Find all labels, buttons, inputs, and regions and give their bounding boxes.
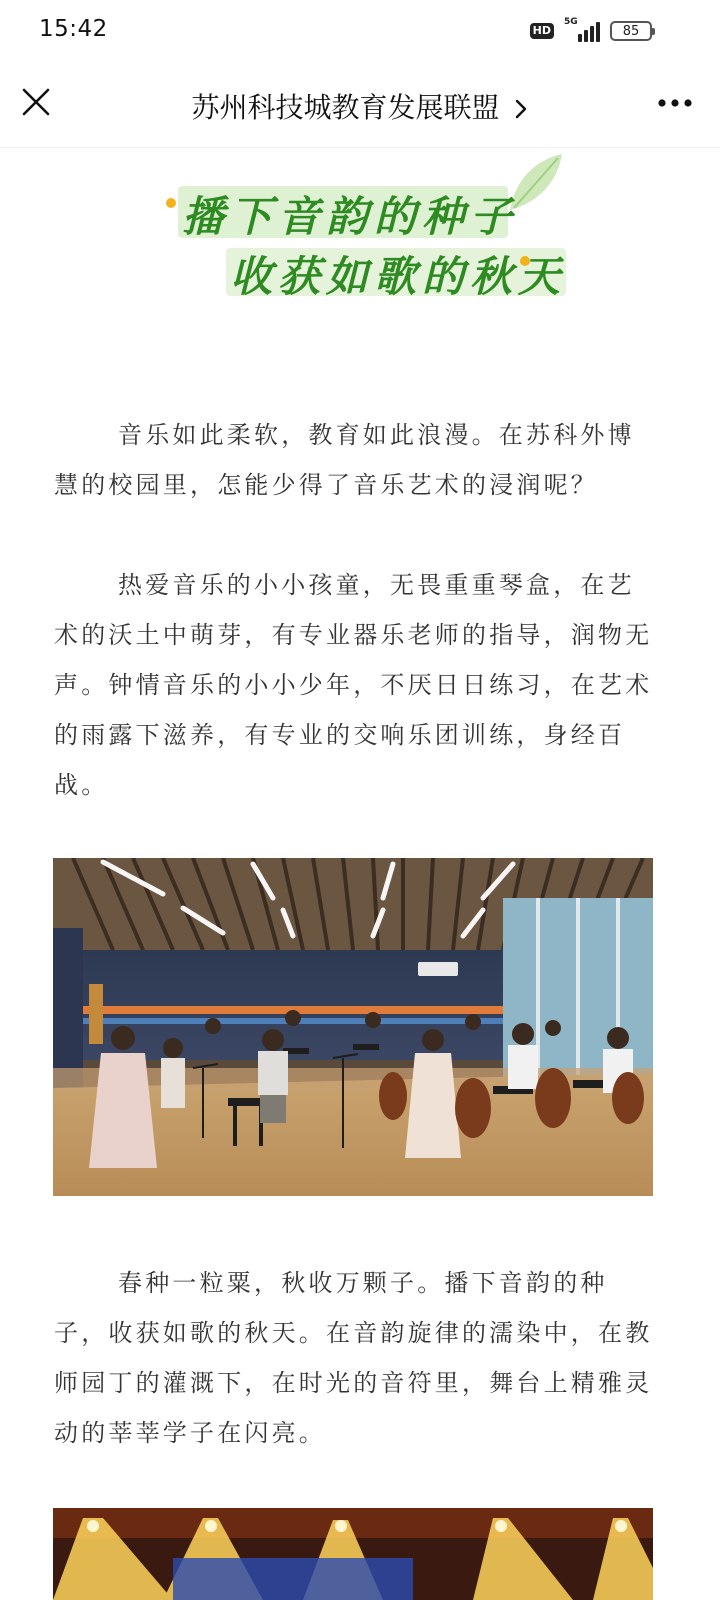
article-banner [160, 156, 590, 301]
stage-photo [53, 1508, 653, 1600]
stage-photo-image [53, 1508, 653, 1600]
banner-line-1: 播下音韵的种子 [182, 192, 519, 241]
status-bar [0, 0, 720, 62]
orchestra-photo-image [53, 858, 653, 1196]
article-paragraph: 春种一粒粟，秋收万颗子。播下音韵的种子，收获如歌的秋天。在音韵旋律的濡染中，在教师园丁的灌溉下，在时光的音符里，舞台上精雅灵动的莘莘学子在闪亮。 [54, 1269, 653, 1447]
orchestra-photo [53, 858, 653, 1196]
signal-icon [564, 17, 600, 42]
decor-dot [166, 198, 176, 208]
banner-line-2: 收获如歌的秋天 [230, 252, 567, 301]
hd-icon: HD [530, 23, 554, 39]
article-paragraph: 音乐如此柔软，教育如此浪漫。在苏科外博慧的校园里，怎能少得了音乐艺术的浸润呢？ [54, 421, 635, 499]
more-icon [656, 92, 694, 114]
status-icons [530, 18, 652, 44]
battery-icon [610, 21, 652, 41]
chevron-right-icon [514, 98, 528, 120]
network-type-label: 5G [564, 17, 578, 27]
nav-bar [0, 62, 720, 148]
more-button[interactable] [656, 92, 694, 114]
article-paragraph: 热爱音乐的小小孩童，无畏重重琴盒，在艺术的沃土中萌芽，有专业器乐老师的指导，润物无声。钟情音乐的小小少年，不厌日日练习，在艺术的雨露下滋养，有专业的交响乐团训练，身经百战。 [54, 571, 653, 799]
status-time: 15:42 [39, 16, 108, 42]
battery-level: 85 [622, 23, 640, 39]
account-title: 苏州科技城教育发展联盟 [191, 91, 500, 124]
account-title-link[interactable] [0, 86, 720, 126]
